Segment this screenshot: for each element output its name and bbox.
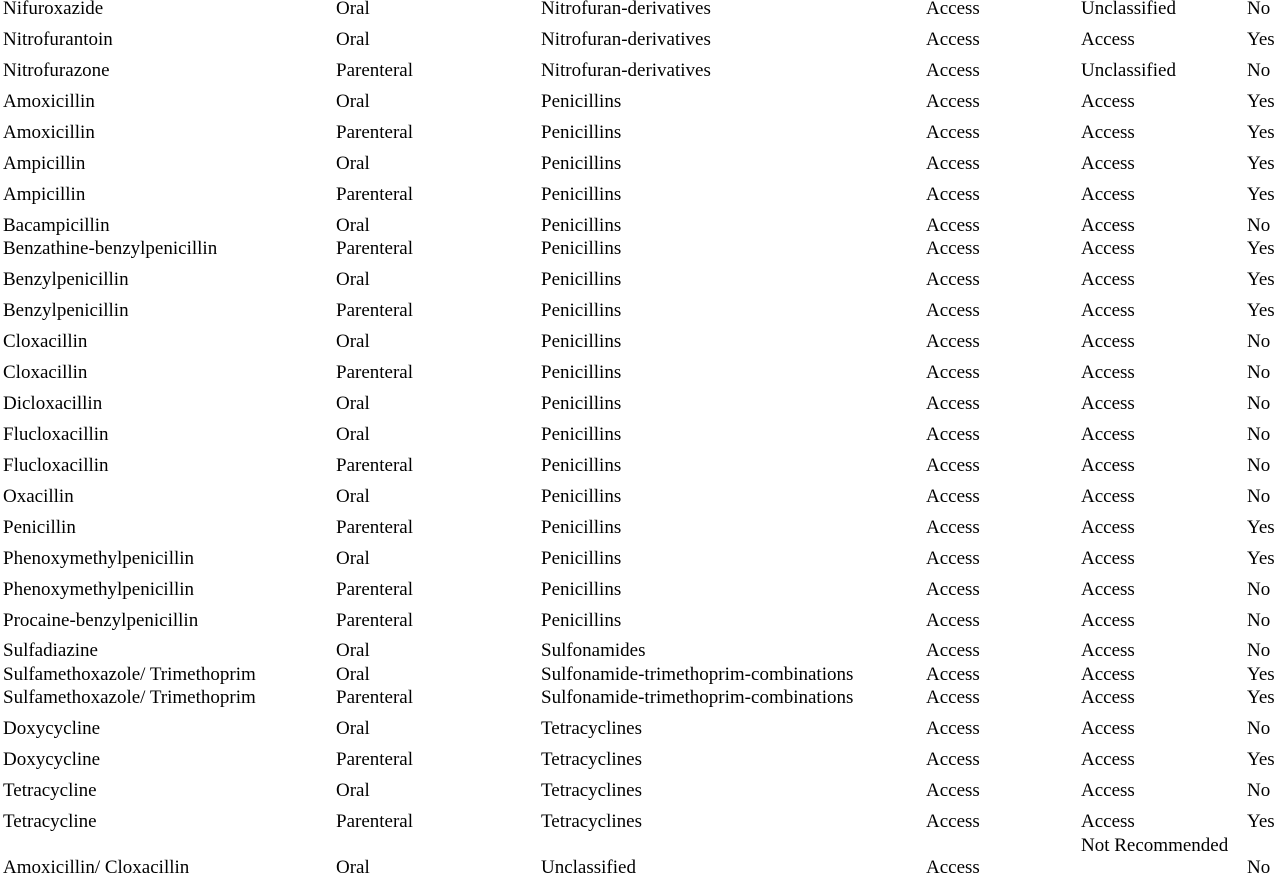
table-row [0, 331, 1280, 355]
classification-cell: Access [1081, 393, 1135, 414]
aware-category-cell: Access [926, 184, 980, 205]
table-row [0, 362, 1280, 386]
antibiotic-name-cell: Dicloxacillin [3, 393, 103, 414]
classification-cell: Access [1081, 780, 1135, 801]
table-row [0, 269, 1280, 293]
classification-cell: Access [1081, 269, 1135, 290]
classification-cell: Access [1081, 664, 1135, 685]
table-row [0, 29, 1280, 53]
drug-class-cell: Nitrofuran-derivatives [541, 0, 711, 19]
table-row [0, 122, 1280, 146]
classification-cell: Access [1081, 486, 1135, 507]
aware-category-cell: Access [926, 393, 980, 414]
aware-category-cell: Access [926, 362, 980, 383]
drug-class-cell: Penicillins [541, 517, 622, 538]
aware-category-cell: Access [926, 749, 980, 770]
drug-class-cell: Tetracyclines [541, 749, 643, 770]
yes-no-cell: Yes [1247, 548, 1275, 569]
classification-cell: Access [1081, 300, 1135, 321]
antibiotic-name-cell: Amoxicillin [3, 91, 95, 112]
classification-cell: Access [1081, 331, 1135, 352]
classification-cell: Access [1081, 517, 1135, 538]
classification-cell: Access [1081, 718, 1135, 739]
yes-no-cell: Yes [1247, 269, 1275, 290]
route-cell: Oral [336, 91, 370, 112]
classification-cell: Access [1081, 91, 1135, 112]
yes-no-cell: No [1247, 393, 1271, 414]
table-row [0, 780, 1280, 804]
antibiotic-name-cell: Doxycycline [3, 718, 101, 739]
aware-category-cell: Access [926, 486, 980, 507]
route-cell: Parenteral [336, 455, 414, 476]
table-row [0, 811, 1280, 835]
table-row [0, 610, 1280, 634]
antibiotic-name-cell: Amoxicillin/ Cloxacillin [3, 857, 190, 878]
route-cell: Parenteral [336, 184, 414, 205]
route-cell: Oral [336, 0, 370, 19]
route-cell: Parenteral [336, 60, 414, 81]
aware-category-cell: Access [926, 238, 980, 259]
yes-no-cell: No [1247, 0, 1271, 19]
yes-no-cell: No [1247, 857, 1271, 878]
classification-cell: Access [1081, 640, 1135, 661]
drug-class-cell: Penicillins [541, 331, 622, 352]
classification-cell: Access [1081, 184, 1135, 205]
route-cell: Oral [336, 857, 370, 878]
drug-class-cell: Penicillins [541, 362, 622, 383]
route-cell: Oral [336, 664, 370, 685]
route-cell: Parenteral [336, 610, 414, 631]
table-row [0, 300, 1280, 324]
antibiotic-name-cell: Bacampicillin [3, 215, 110, 236]
antibiotic-name-cell: Sulfamethoxazole/ Trimethoprim [3, 687, 256, 708]
yes-no-cell: Yes [1247, 122, 1275, 143]
drug-class-cell: Nitrofuran-derivatives [541, 29, 711, 50]
route-cell: Oral [336, 780, 370, 801]
route-cell: Oral [336, 29, 370, 50]
yes-no-cell: No [1247, 362, 1271, 383]
yes-no-cell: No [1247, 60, 1271, 81]
classification-cell: Unclassified [1081, 0, 1176, 19]
drug-class-cell: Tetracyclines [541, 718, 643, 739]
yes-no-cell: No [1247, 610, 1271, 631]
table-row [0, 835, 1280, 881]
route-cell: Parenteral [336, 749, 414, 770]
table-row [0, 393, 1280, 417]
yes-no-cell: No [1247, 718, 1271, 739]
antibiotic-name-cell: Cloxacillin [3, 362, 88, 383]
drug-class-cell: Penicillins [541, 215, 622, 236]
classification-cell: Access [1081, 455, 1135, 476]
yes-no-cell: Yes [1247, 153, 1275, 174]
antibiotic-name-cell: Nifuroxazide [3, 0, 104, 19]
aware-category-cell: Access [926, 548, 980, 569]
route-cell: Oral [336, 269, 370, 290]
classification-cell: Not Recommended [1081, 835, 1229, 856]
antibiotic-name-cell: Tetracycline [3, 811, 97, 832]
classification-cell: Access [1081, 548, 1135, 569]
table-row [0, 0, 1280, 22]
antibiotic-name-cell: Flucloxacillin [3, 424, 109, 445]
classification-cell: Access [1081, 579, 1135, 600]
yes-no-cell: Yes [1247, 29, 1275, 50]
table-row [0, 687, 1280, 711]
yes-no-cell: Yes [1247, 300, 1275, 321]
table-row [0, 424, 1280, 448]
yes-no-cell: No [1247, 455, 1271, 476]
route-cell: Parenteral [336, 811, 414, 832]
antibiotic-name-cell: Phenoxymethylpenicillin [3, 579, 195, 600]
route-cell: Parenteral [336, 517, 414, 538]
antibiotic-name-cell: Procaine-benzylpenicillin [3, 610, 199, 631]
antibiotic-name-cell: Ampicillin [3, 153, 86, 174]
yes-no-cell: No [1247, 780, 1271, 801]
classification-cell: Access [1081, 362, 1135, 383]
aware-category-cell: Access [926, 122, 980, 143]
table-row [0, 215, 1280, 239]
antibiotic-name-cell: Tetracycline [3, 780, 97, 801]
drug-class-cell: Penicillins [541, 91, 622, 112]
route-cell: Oral [336, 486, 370, 507]
yes-no-cell: Yes [1247, 687, 1275, 708]
aware-category-cell: Access [926, 610, 980, 631]
yes-no-cell: No [1247, 215, 1271, 236]
aware-category-cell: Access [926, 455, 980, 476]
table-row [0, 153, 1280, 177]
classification-cell: Access [1081, 749, 1135, 770]
antibiotic-name-cell: Sulfamethoxazole/ Trimethoprim [3, 664, 256, 685]
route-cell: Parenteral [336, 238, 414, 259]
aware-category-cell: Access [926, 0, 980, 19]
aware-category-cell: Access [926, 664, 980, 685]
classification-cell: Access [1081, 687, 1135, 708]
aware-category-cell: Access [926, 780, 980, 801]
drug-class-cell: Penicillins [541, 153, 622, 174]
aware-category-cell: Access [926, 300, 980, 321]
aware-category-cell: Access [926, 91, 980, 112]
antibiotic-name-cell: Amoxicillin [3, 122, 95, 143]
drug-class-cell: Nitrofuran-derivatives [541, 60, 711, 81]
classification-cell: Access [1081, 424, 1135, 445]
antibiotic-name-cell: Nitrofurazone [3, 60, 110, 81]
drug-class-cell: Sulfonamide-trimethoprim-combinations [541, 687, 854, 708]
table-row [0, 184, 1280, 208]
antibiotic-name-cell: Benzylpenicillin [3, 300, 129, 321]
yes-no-cell: Yes [1247, 664, 1275, 685]
antibiotic-name-cell: Benzathine-benzylpenicillin [3, 238, 218, 259]
classification-cell: Access [1081, 238, 1135, 259]
yes-no-cell: Yes [1247, 91, 1275, 112]
drug-class-cell: Penicillins [541, 184, 622, 205]
table-row [0, 579, 1280, 603]
drug-class-cell: Penicillins [541, 238, 622, 259]
drug-class-cell: Sulfonamide-trimethoprim-combinations [541, 664, 854, 685]
drug-class-cell: Penicillins [541, 269, 622, 290]
aware-category-cell: Access [926, 579, 980, 600]
drug-class-cell: Tetracyclines [541, 780, 643, 801]
table-row [0, 455, 1280, 479]
aware-category-cell: Access [926, 517, 980, 538]
antibiotic-name-cell: Penicillin [3, 517, 76, 538]
drug-class-cell: Sulfonamides [541, 640, 646, 661]
yes-no-cell: Yes [1247, 517, 1275, 538]
route-cell: Parenteral [336, 300, 414, 321]
route-cell: Oral [336, 424, 370, 445]
route-cell: Oral [336, 215, 370, 236]
yes-no-cell: No [1247, 640, 1271, 661]
route-cell: Oral [336, 331, 370, 352]
drug-class-cell: Penicillins [541, 393, 622, 414]
drug-class-cell: Penicillins [541, 579, 622, 600]
yes-no-cell: No [1247, 486, 1271, 507]
table-row [0, 664, 1280, 688]
table-row [0, 91, 1280, 115]
table-row [0, 718, 1280, 742]
classification-cell: Access [1081, 29, 1135, 50]
drug-class-cell: Penicillins [541, 122, 622, 143]
antibiotic-name-cell: Sulfadiazine [3, 640, 98, 661]
aware-category-cell: Access [926, 29, 980, 50]
antibiotic-name-cell: Ampicillin [3, 184, 86, 205]
antibiotic-name-cell: Benzylpenicillin [3, 269, 129, 290]
yes-no-cell: No [1247, 331, 1271, 352]
antibiotic-name-cell: Nitrofurantoin [3, 29, 113, 50]
aware-category-cell: Access [926, 215, 980, 236]
route-cell: Parenteral [336, 687, 414, 708]
yes-no-cell: No [1247, 424, 1271, 445]
yes-no-cell: Yes [1247, 184, 1275, 205]
classification-cell: Access [1081, 153, 1135, 174]
table-row [0, 749, 1280, 773]
aware-category-cell: Access [926, 857, 980, 878]
aware-category-cell: Access [926, 811, 980, 832]
antibiotic-name-cell: Phenoxymethylpenicillin [3, 548, 195, 569]
table-row [0, 238, 1280, 262]
route-cell: Oral [336, 393, 370, 414]
drug-class-cell: Tetracyclines [541, 811, 643, 832]
drug-class-cell: Penicillins [541, 424, 622, 445]
aware-category-cell: Access [926, 424, 980, 445]
route-cell: Oral [336, 548, 370, 569]
drug-class-cell: Unclassified [541, 857, 636, 878]
route-cell: Parenteral [336, 122, 414, 143]
table-row [0, 60, 1280, 84]
antibiotic-name-cell: Doxycycline [3, 749, 101, 770]
aware-category-cell: Access [926, 640, 980, 661]
aware-category-cell: Access [926, 718, 980, 739]
drug-class-cell: Penicillins [541, 486, 622, 507]
aware-category-cell: Access [926, 331, 980, 352]
aware-category-cell: Access [926, 269, 980, 290]
aware-category-cell: Access [926, 687, 980, 708]
classification-cell: Access [1081, 811, 1135, 832]
table-row [0, 548, 1280, 572]
yes-no-cell: No [1247, 579, 1271, 600]
classification-cell: Access [1081, 122, 1135, 143]
yes-no-cell: Yes [1247, 749, 1275, 770]
classification-cell: Access [1081, 215, 1135, 236]
antibiotic-name-cell: Oxacillin [3, 486, 74, 507]
route-cell: Parenteral [336, 362, 414, 383]
yes-no-cell: Yes [1247, 811, 1275, 832]
table-row [0, 486, 1280, 510]
yes-no-cell: Yes [1247, 238, 1275, 259]
antibiotic-name-cell: Flucloxacillin [3, 455, 109, 476]
table-row [0, 640, 1280, 664]
drug-class-cell: Penicillins [541, 610, 622, 631]
route-cell: Parenteral [336, 579, 414, 600]
drug-class-cell: Penicillins [541, 548, 622, 569]
table-row [0, 517, 1280, 541]
route-cell: Oral [336, 640, 370, 661]
route-cell: Oral [336, 153, 370, 174]
antibiotic-name-cell: Cloxacillin [3, 331, 88, 352]
route-cell: Oral [336, 718, 370, 739]
aware-category-cell: Access [926, 153, 980, 174]
aware-category-cell: Access [926, 60, 980, 81]
classification-cell: Access [1081, 610, 1135, 631]
drug-class-cell: Penicillins [541, 300, 622, 321]
drug-class-cell: Penicillins [541, 455, 622, 476]
classification-cell: Unclassified [1081, 60, 1176, 81]
